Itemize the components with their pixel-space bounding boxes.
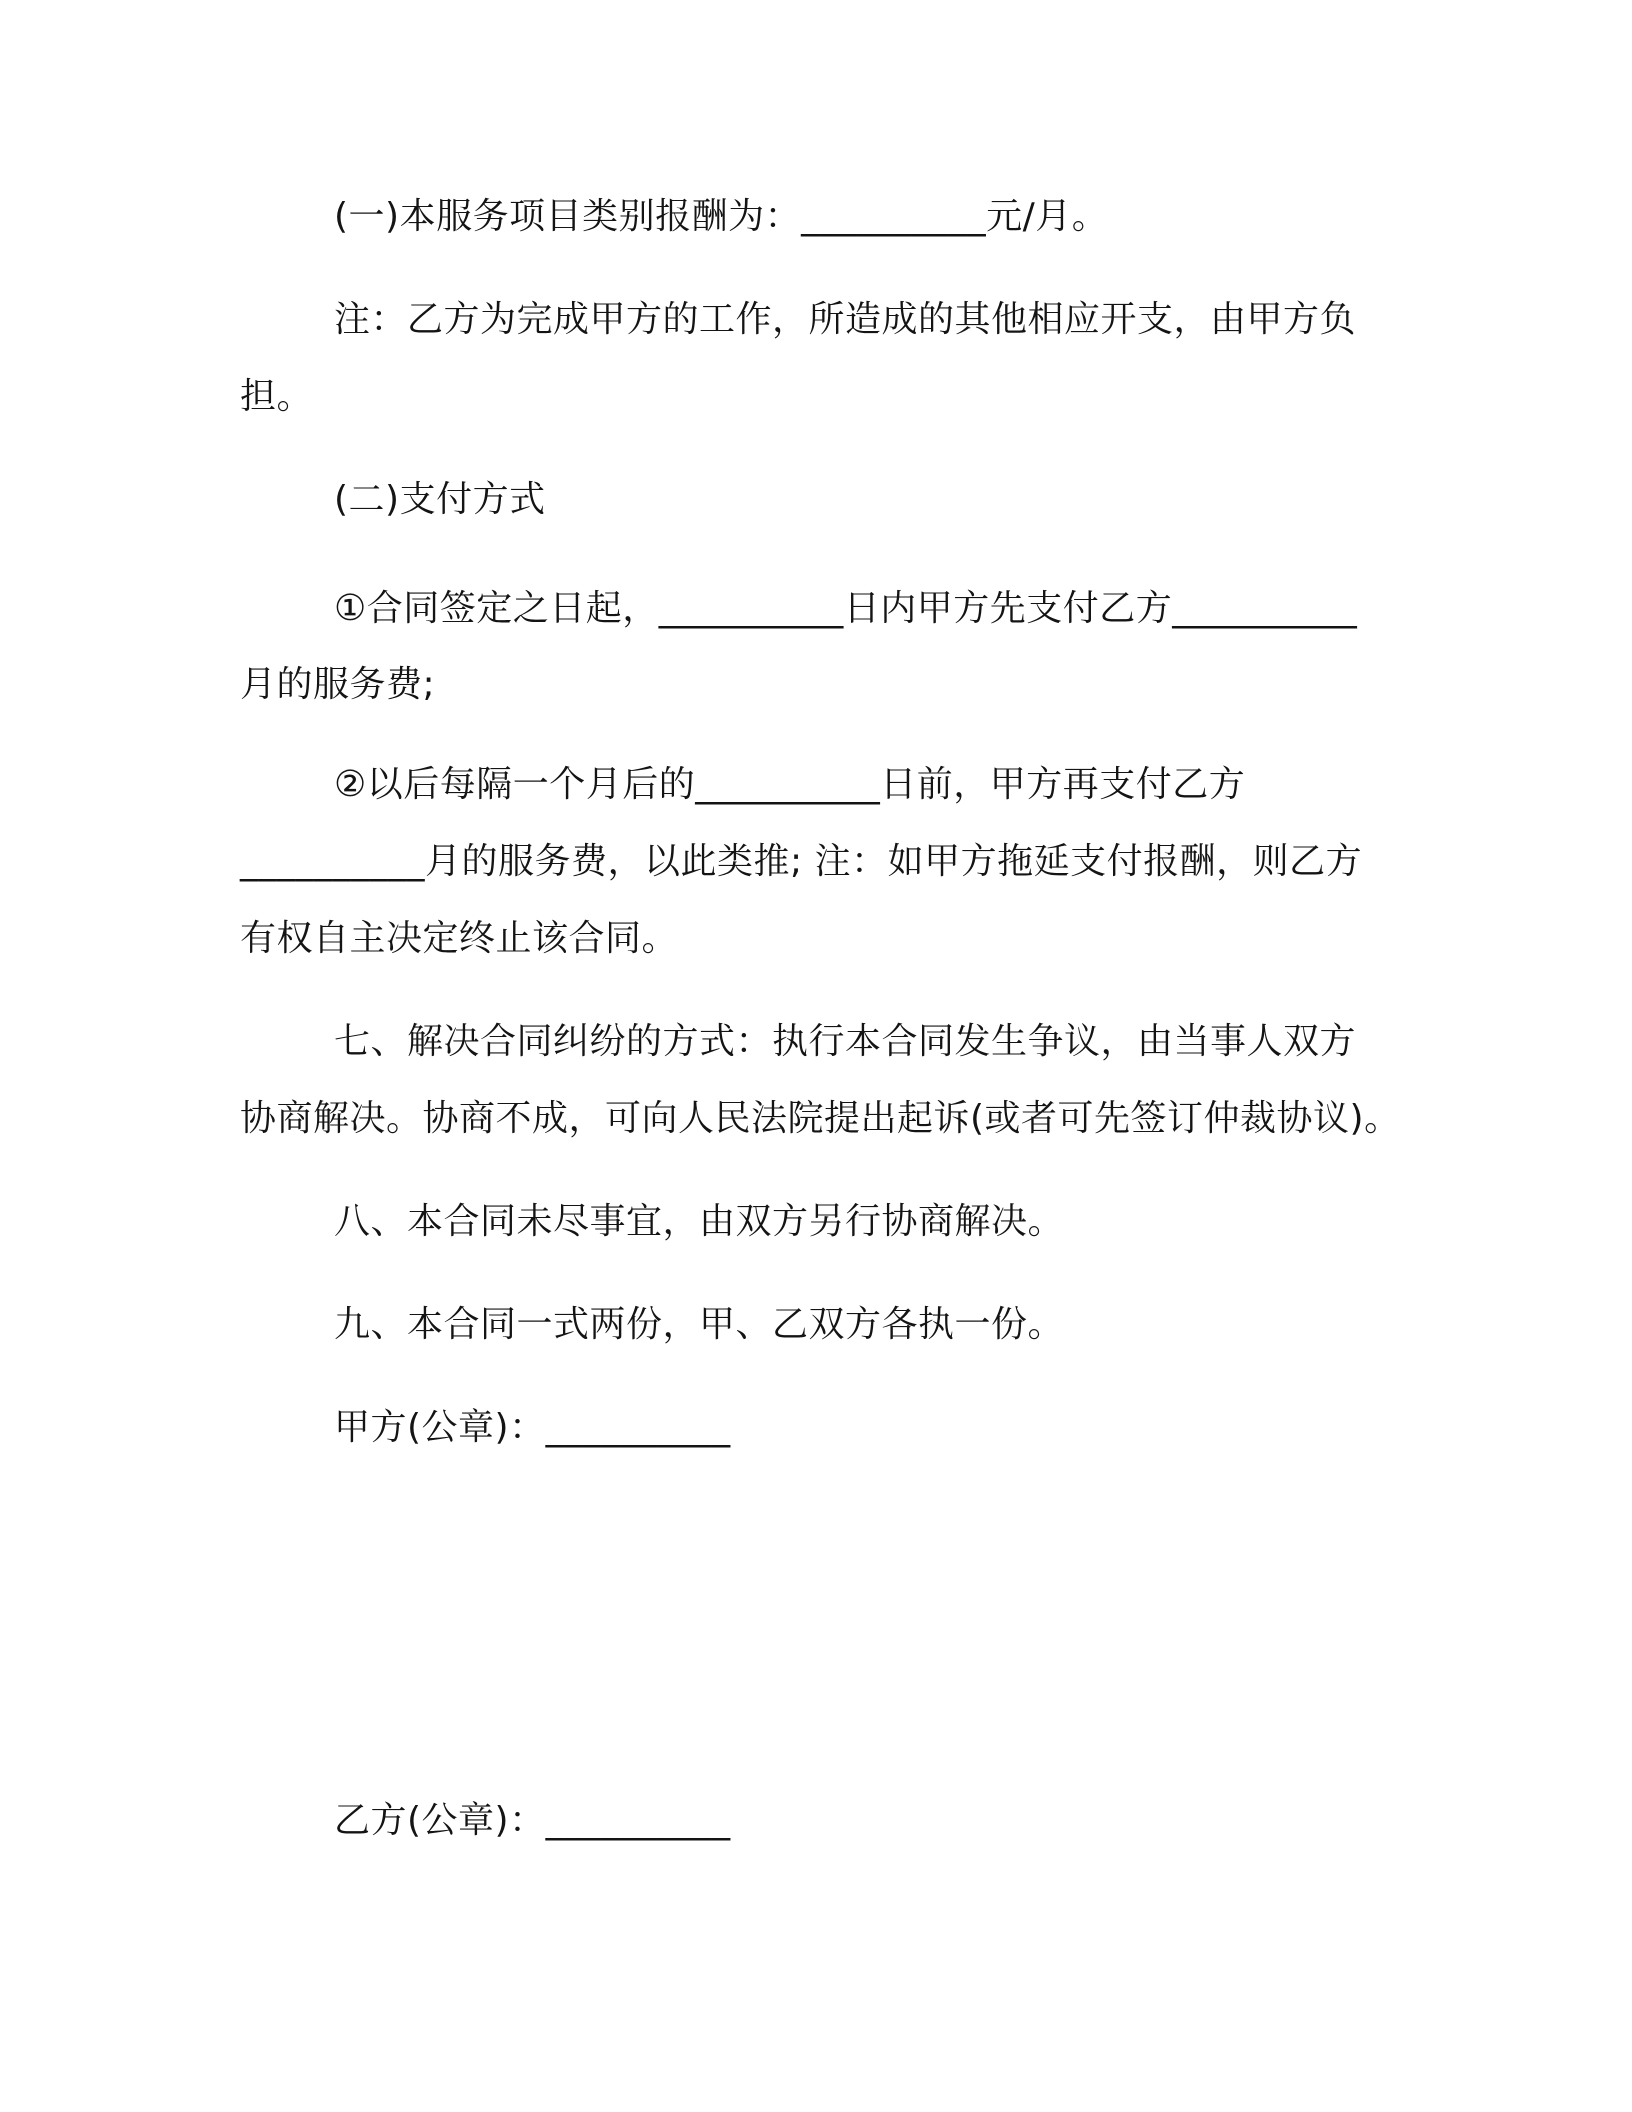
clause-9-copies: 九、本合同一式两份，甲、乙双方各执一份。 [334,1304,1065,1345]
payment-item-1-line-1: ①合同签定之日起，__________日内甲方先支付乙方__________ [334,588,1358,629]
party-b-seal: 乙方(公章)：__________ [334,1800,731,1841]
clause-8-unresolved: 八、本合同未尽事宜，由双方另行协商解决。 [334,1201,1065,1242]
note-expenses-line-1: 注：乙方为完成甲方的工作，所造成的其他相应开支，由甲方负 [334,299,1357,340]
payment-item-1-line-2: 月的服务费; [240,664,436,705]
payment-item-2-line-3: 有权自主决定终止该合同。 [240,918,679,959]
clause-1-remuneration: (一)本服务项目类别报酬为：__________元/月。 [334,196,1109,237]
party-a-seal: 甲方(公章)：__________ [334,1407,731,1448]
payment-item-2-line-2: __________月的服务费，以此类推; 注：如甲方拖延支付报酬，则乙方 [240,841,1363,882]
payment-item-2-line-1: ②以后每隔一个月后的__________日前，甲方再支付乙方 [334,764,1246,805]
clause-7-dispute-line-1: 七、解决合同纠纷的方式：执行本合同发生争议，由当事人双方 [334,1021,1357,1062]
payment-method-heading: (二)支付方式 [334,479,546,520]
clause-7-dispute-line-2: 协商解决。协商不成，可向人民法院提出起诉(或者可先签订仲裁协议)。 [240,1098,1401,1139]
note-expenses-line-2: 担。 [240,376,314,417]
